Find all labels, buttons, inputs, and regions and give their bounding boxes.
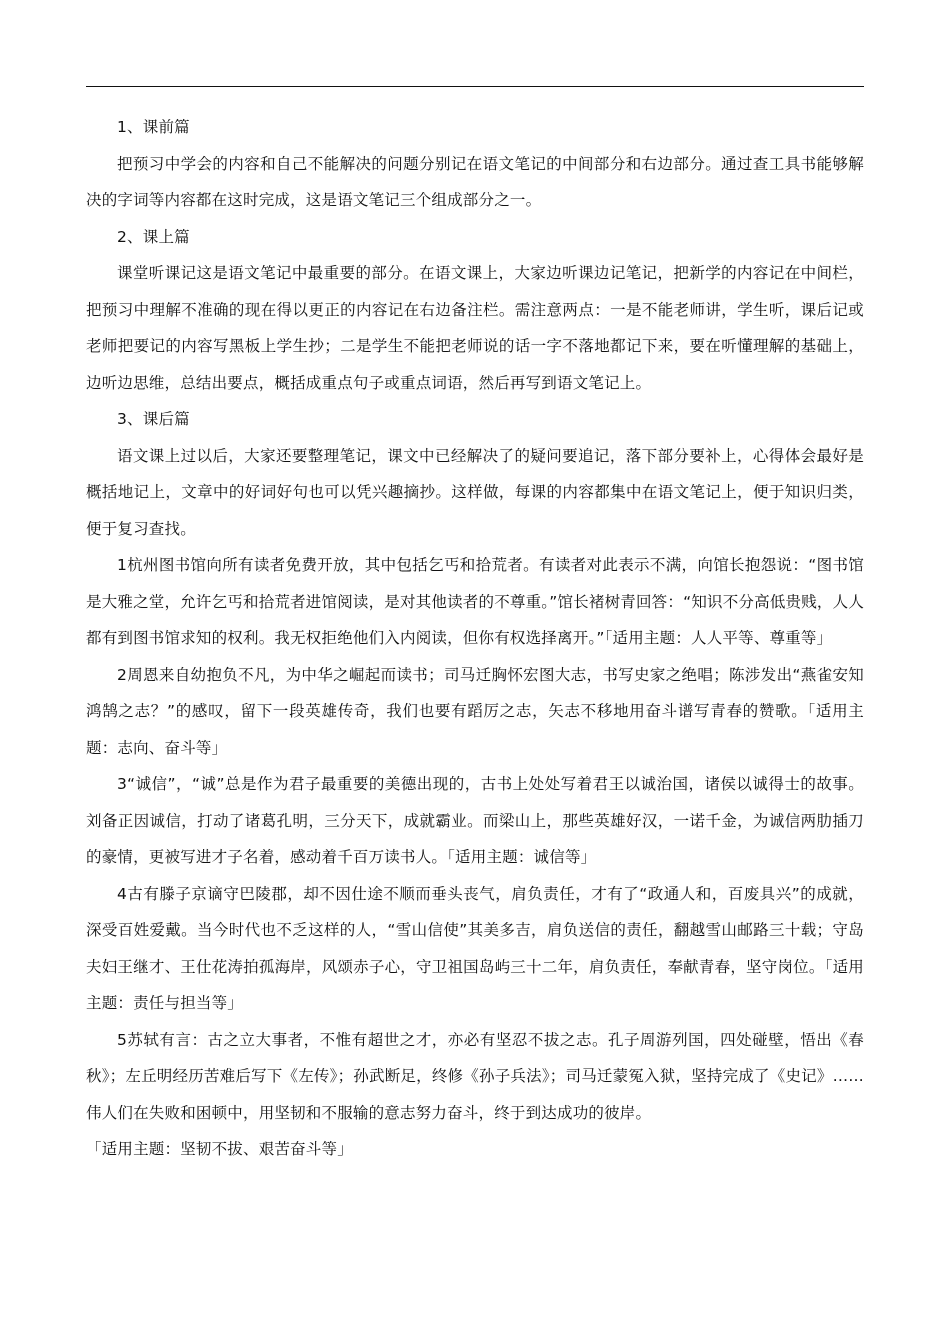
material-paragraph-2: 2周恩来自幼抱负不凡，为中华之崛起而读书；司马迁胸怀宏图大志，书写史家之绝唱；陈涉发出“燕雀安知鸿鹄之志？”的感叹，留下一段英雄传奇，我们也要有蹈厉之志，矢志不移地用奋斗谱写青春的赞歌。「适用主题：志向、奋斗等」 bbox=[86, 665, 864, 757]
document-body bbox=[86, 109, 864, 1168]
material-paragraph-4: 4古有滕子京谪守巴陵郡，却不因仕途不顺而垂头丧气，肩负责任，才有了“政通人和，百废具兴”的成就，深受百姓爱戴。当今时代也不乏这样的人，“雪山信使”其美多吉，肩负送信的责任，翻越雪山邮路三十载；守岛夫妇王继才、王仕花涛拍孤海岸，风颂赤子心，守卫祖国岛屿三十二年，肩负责任，奉献青春，坚守岗位。「适用主题：责任与担当等」 bbox=[86, 884, 864, 1012]
section-heading-after-class: 3、课后篇 bbox=[117, 410, 190, 428]
paragraph-before-class: 把预习中学会的内容和自己不能解决的问题分别记在语文笔记的中间部分和右边部分。通过查工具书能够解决的字词等内容都在这时完成，这是语文笔记三个组成部分之一。 bbox=[86, 154, 864, 209]
header-rule bbox=[86, 86, 864, 87]
material-paragraph-1: 1杭州图书馆向所有读者免费开放，其中包括乞丐和拾荒者。有读者对此表示不满，向馆长抱怨说：“图书馆是大雅之堂，允许乞丐和拾荒者进馆阅读，是对其他读者的不尊重。”馆长褚树青回答：“知识不分高低贵贱，人人都有到图书馆求知的权利。我无权拒绝他们入内阅读，但你有权选择离开。”「适用主题：人人平等、尊重等」 bbox=[86, 556, 865, 647]
section-heading-before-class: 1、课前篇 bbox=[117, 118, 190, 136]
material-5-theme-note: 「适用主题：坚韧不拔、艰苦奋斗等」 bbox=[86, 1140, 353, 1158]
paragraph-in-class: 课堂听课记这是语文笔记中最重要的部分。在语文课上，大家边听课边记笔记，把新学的内容记在中间栏，把预习中理解不准确的现在得以更正的内容记在右边备注栏。需注意两点：一是不能老师讲，学生听，课后记或老师把要记的内容写黑板上学生抄；二是学生不能把老师说的话一字不落地都记下来，要在听懂理解的基础上，边听边思维，总结出要点，概括成重点句子或重点词语，然后再写到语文笔记上。 bbox=[86, 264, 864, 392]
section-heading-in-class: 2、课上篇 bbox=[117, 227, 190, 246]
paragraph-after-class: 语文课上过以后，大家还要整理笔记，课文中已经解决了的疑问要追记，落下部分要补上，心得体会最好是概括地记上，文章中的好词好句也可以凭兴趣摘抄。这样做，每课的内容都集中在语文笔记上，便于知识归类，便于复习查找。 bbox=[86, 446, 864, 538]
material-paragraph-3: 3“诚信”，“诚”总是作为君子最重要的美德出现的，古书上处处写着君王以诚治国，诸侯以诚得士的故事。刘备正因诚信，打动了诸葛孔明，三分天下，成就霸业。而梁山上，那些英雄好汉，一诺千金，为诚信两肋插刀的豪情，更被写进才子名着，感动着千百万读书人。「适用主题：诚信等」 bbox=[86, 775, 864, 866]
material-paragraph-5: 5苏轼有言：古之立大事者，不惟有超世之才，亦必有坚忍不拔之志。孔子周游列国，四处碰壁，悟出《春秋》；左丘明经历苦难后写下《左传》；孙武断足，终修《孙子兵法》；司马迁蒙冤入狱，坚持完成了《史记》……伟人们在失败和困顿中，用坚韧和不服输的意志努力奋斗，终于到达成功的彼岸。 bbox=[86, 1030, 864, 1122]
